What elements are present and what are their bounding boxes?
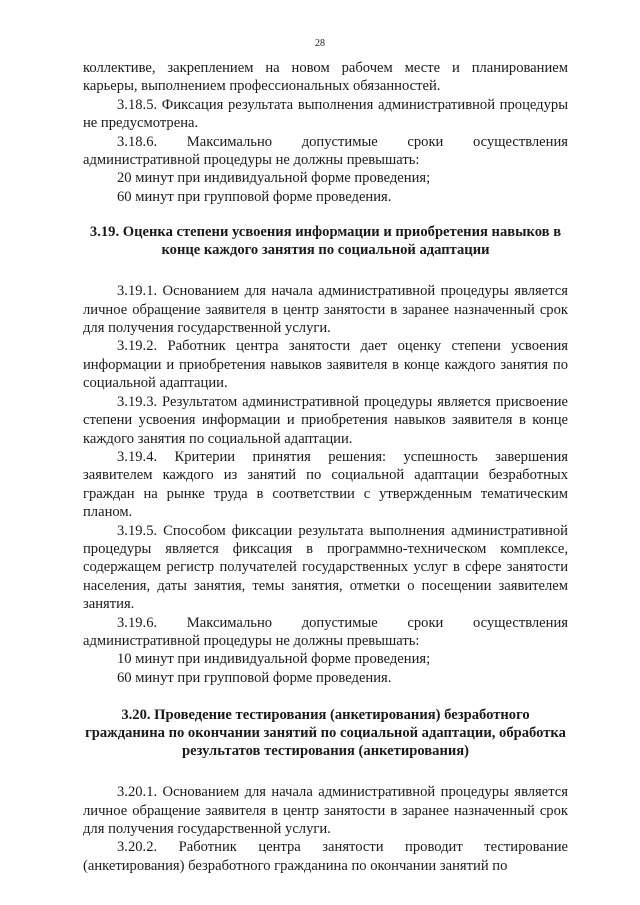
paragraph-3-20-2: 3.20.2. Работник центра занятости проводит тестирование (анкетирования) безработного гражданина по окончании занятий по	[83, 839, 568, 874]
paragraph-continuation: коллективе, закреплением на новом рабочем месте и планированием карьеры, выполнением профессиональных обязанностей.	[83, 60, 568, 95]
section-heading-3-19: 3.19. Оценка степени усвоения информации и приобретения навыков в конце каждого занятия по социальной адаптации	[89, 224, 562, 259]
paragraph-3-19-5: 3.19.5. Способом фиксации результата выполнения административной процедуры является фиксация в программно-техническом комплексе, содержащем регистр получателей государственных услуг в сфере занятости населения, даты занятия, темы занятия, отметки о посещении заявителем занятия.	[83, 522, 568, 613]
paragraph-3-19-4: 3.19.4. Критерии принятия решения: успешность завершения заявителем каждого из занятий по социальной адаптации безработных граждан на рынке труда в соответствии с утвержденным тематическим планом.	[83, 448, 568, 521]
paragraph-3-20-1: 3.20.1. Основанием для начала административной процедуры является личное обращение заявителя в центр занятости в заранее назначенный срок для получения государственной услуги.	[83, 784, 568, 837]
page-number: 28	[315, 38, 325, 49]
paragraph-3-19-2: 3.19.2. Работник центра занятости дает оценку степени усвоения информации и приобретения навыков заявителя в конце каждого занятия по социальной адаптации.	[83, 338, 568, 392]
paragraph-3-19-3: 3.19.3. Результатом административной процедуры является присвоение степени усвоения информации и приобретения навыков заявителя в конце каждого занятия по социальной адаптации.	[83, 393, 568, 447]
section-heading-3-20: 3.20. Проведение тестирования (анкетирования) безработного гражданина по окончании занятий по социальной адаптации, обработка результатов тестирования (анкетирования)	[85, 707, 566, 760]
paragraph-3-19-1: 3.19.1. Основанием для начала административной процедуры является личное обращение заявителя в центр занятости в заранее назначенный срок для получения государственной услуги.	[83, 283, 568, 337]
list-item-group-60: 60 минут при групповой форме проведения.	[117, 188, 392, 205]
paragraph-3-18-6: 3.18.6. Максимально допустимые сроки осуществления административной процедуры не должны превышать:	[83, 133, 568, 169]
list-item-individual-10: 10 минут при индивидуальной форме проведения;	[117, 651, 431, 668]
list-item-group-60-b: 60 минут при групповой форме проведения.	[117, 669, 392, 686]
list-item-individual-20: 20 минут при индивидуальной форме проведения;	[117, 170, 431, 187]
paragraph-3-19-6: 3.19.6. Максимально допустимые сроки осуществления административной процедуры не должны превышать:	[83, 614, 568, 649]
document-body	[83, 59, 568, 875]
paragraph-3-18-5: 3.18.5. Фиксация результата выполнения административной процедуры не предусмотрена.	[83, 96, 568, 132]
